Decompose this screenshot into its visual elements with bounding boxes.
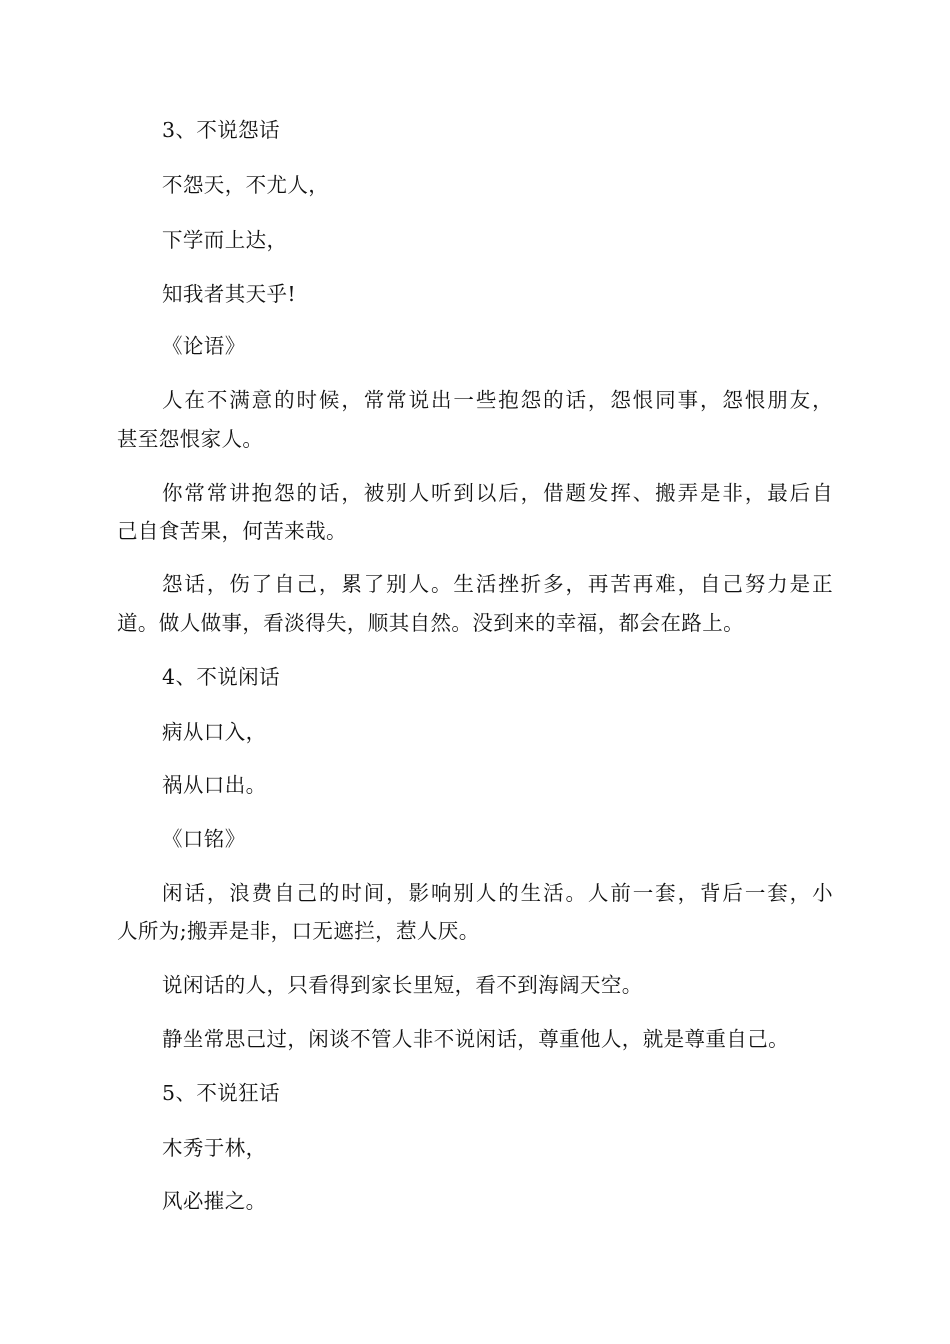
paragraph-line: 己自食苦果，何苦来哉。 [117,519,347,543]
paragraph-line: 你常常讲抱怨的话，被别人听到以后，借题发挥、搬弄是非，最后自 [162,481,833,505]
paragraph-line: 静坐常思己过，闲谈不管人非不说闲话，尊重他人，就是尊重自己。 [162,1027,789,1051]
verse-line: 病从口入， [162,720,267,744]
verse-line: 祸从口出。 [162,773,267,797]
paragraph-line: 人在不满意的时候，常常说出一些抱怨的话，怨恨同事，怨恨朋友， [162,388,833,412]
verse-line: 木秀于林， [162,1136,267,1160]
section-heading: 5、不说狂话 [162,1081,280,1105]
paragraph-line: 怨话，伤了自己，累了别人。生活挫折多，再苦再难，自己努力是正 [162,572,833,596]
verse-line: 下学而上达， [162,228,288,252]
section-heading: 4、不说闲话 [162,665,280,689]
verse-line: 不怨天，不尤人， [162,173,330,197]
paragraph-line: 闲话，浪费自己的时间，影响别人的生活。人前一套，背后一套，小 [162,881,833,905]
paragraph-line: 道。做人做事，看淡得失，顺其自然。没到来的幸福，都会在路上。 [117,611,744,635]
paragraph-line: 说闲话的人，只看得到家长里短，看不到海阔天空。 [162,973,643,997]
paragraph-line: 甚至怨恨家人。 [117,427,264,451]
verse-line: 风必摧之。 [162,1189,267,1213]
paragraph-line: 人所为;搬弄是非，口无遮拦，惹人厌。 [117,919,480,943]
verse-line: 知我者其天乎! [162,282,297,306]
section-heading: 3、不说怨话 [162,118,280,142]
source-citation: 《论语》 [162,334,246,358]
source-citation: 《口铭》 [162,827,246,851]
